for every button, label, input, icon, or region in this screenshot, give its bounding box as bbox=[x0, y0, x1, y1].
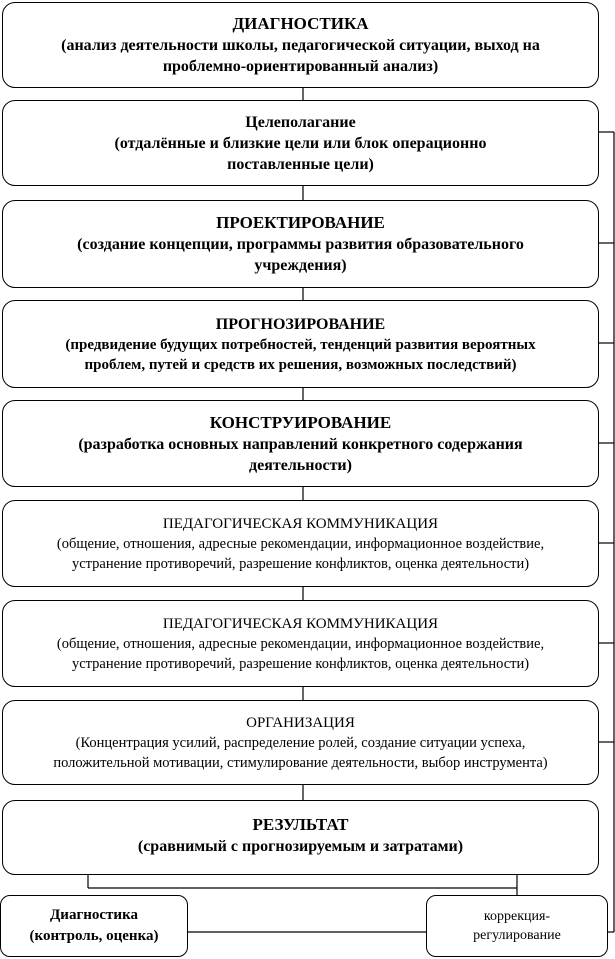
block-title: ПЕДАГОГИЧЕСКАЯ КОММУНИКАЦИЯ bbox=[162, 615, 439, 632]
block-title: РЕЗУЛЬТАТ bbox=[252, 815, 349, 834]
block-description: проблемно-ориентированный анализ) bbox=[162, 58, 439, 75]
box-text: Диагностика bbox=[49, 907, 138, 923]
diagnostics-block bbox=[2, 2, 599, 88]
block-title: ПЕДАГОГИЧЕСКАЯ КОММУНИКАЦИЯ bbox=[162, 515, 439, 532]
goal-setting-block bbox=[2, 100, 599, 186]
design-block bbox=[2, 200, 599, 288]
box-text: коррекция- bbox=[483, 909, 551, 924]
block-description: (анализ деятельности школы, педагогической ситуации, выход на bbox=[61, 37, 540, 54]
block-title: ПРОЕКТИРОВАНИЕ bbox=[216, 213, 385, 232]
block-title: КОНСТРУИРОВАНИЕ bbox=[209, 412, 392, 432]
block-title: ОРГАНИЗАЦИЯ bbox=[246, 714, 355, 731]
organization-block bbox=[2, 700, 599, 785]
block-title: Целеполагание bbox=[245, 113, 356, 131]
block-description: (отдалённые и близкие цели или блок операционно bbox=[114, 134, 487, 152]
block-description: (разработка основных направлений конкретного содержания bbox=[78, 435, 523, 453]
block-description: положительной мотивации, стимулирование деятельности, выбор инструмента) bbox=[53, 754, 548, 771]
correction-regulation-box bbox=[426, 895, 608, 957]
pedagogical-communication-block bbox=[2, 500, 599, 587]
block-description: (общение, отношения, адресные рекомендации, информационное воздействие, bbox=[56, 535, 545, 552]
forecasting-block bbox=[2, 300, 599, 388]
result-block bbox=[2, 800, 599, 875]
construction-block bbox=[2, 400, 599, 487]
block-description: учреждения) bbox=[254, 257, 347, 274]
pedagogical-communication-block-2 bbox=[2, 600, 599, 687]
block-description: (общение, отношения, адресные рекомендации, информационное воздействие, bbox=[56, 635, 545, 652]
block-description: проблем, путей и средств их решения, возможных последствий) bbox=[84, 356, 517, 373]
block-description: (предвидение будущих потребностей, тенденций развития вероятных bbox=[65, 336, 536, 353]
box-text: (контроль, оценка) bbox=[29, 928, 159, 944]
block-description: устранение противоречий, разрешение конфликтов, оценка деятельности) bbox=[71, 655, 530, 672]
block-description: устранение противоречий, разрешение конфликтов, оценка деятельности) bbox=[71, 555, 530, 572]
block-title: ДИАГНОСТИКА bbox=[232, 14, 369, 33]
box-text: регулирование bbox=[473, 928, 561, 943]
block-description: поставленные цели) bbox=[227, 155, 374, 173]
block-title: ПРОГНОЗИРОВАНИЕ bbox=[215, 315, 386, 333]
block-description: (создание концепции, программы развития образовательного bbox=[77, 236, 524, 253]
block-description: деятельности) bbox=[249, 456, 352, 474]
block-description: (Концентрация усилий, распределение ролей, создание ситуации успеха, bbox=[75, 734, 526, 751]
block-description: (сравнимый с прогнозируемым и затратами) bbox=[137, 838, 464, 855]
diagnostics-control-box bbox=[0, 895, 188, 957]
